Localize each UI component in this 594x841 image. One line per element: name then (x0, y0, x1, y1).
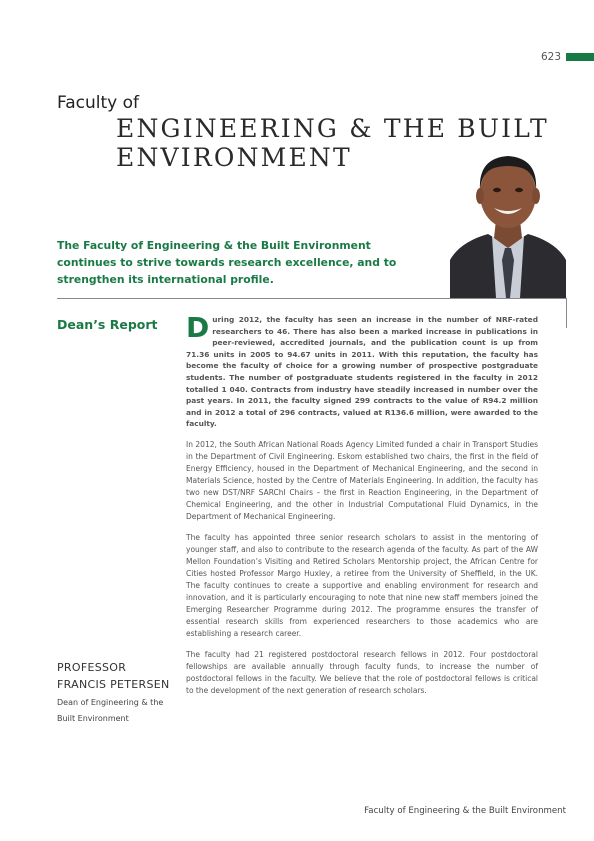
intro-statement: The Faculty of Engineering & the Built Environment continues to strive towards research excellence, and to strengthen its international profile. (57, 239, 397, 286)
dean-title: PROFESSOR (57, 661, 127, 674)
section-divider (57, 298, 566, 299)
body-paragraph: The faculty had 21 registered postdoctoral research fellows in 2012. Four postdoctoral fellowships are available annually through faculty funds, to increase the number of postdoctoral fellows in the faculty. We believe that the role of postdoctoral fellows is critical to the development of the next generation of research scholars. (186, 649, 538, 695)
body-paragraph: The faculty has appointed three senior research scholars to assist in the mentoring of younger staff, and also to contribute to the research agenda of the faculty. As part of the AW Mellon Foundation’s Visiting and Retired Scholars Mentorship project, the African Centre for Cities hosted Professor Margo Huxley, a retiree from the University of Sheffield, in the UK. The faculty continues to create a supportive and enabling environment for research and innovation, and it is particularly encouraging to note that nine new staff members joined the Emerging Researcher Programme during 2012. The programme ensures the transfer of essential research skills from experienced researchers to those academics who are establishing a research career. (186, 532, 538, 638)
page-accent-bar (566, 53, 594, 61)
page-number: 623 (541, 51, 562, 63)
page-footer: Faculty of Engineering & the Built Environment (364, 806, 566, 816)
report-body (186, 311, 538, 706)
body-paragraph: In 2012, the South African National Roads Agency Limited funded a chair in Transport Studies in the Department of Civil Engineering. Eskom established two chairs, the first in the field of Energy Efficiency, housed in the Department of Mechanical Engineering, and the second in Materials Science, hosted by the Centre of Materials Engineering. In addition, the faculty has two new DST/NRF SARChI Chairs – the first in Reaction Engineering, in the Department of Chemical Engineering, and the other in Industrial Computational Fluid Dynamics, in the Department of Mechanical Engineering. (186, 439, 538, 521)
section-divider-vertical (566, 298, 567, 328)
dean-name: FRANCIS PETERSEN (57, 678, 170, 691)
section-heading: Dean’s Report (57, 317, 158, 332)
title-prefix: Faculty of (57, 93, 139, 113)
dean-portrait (450, 150, 566, 298)
drop-cap: D (186, 311, 210, 344)
title-line-2: ENVIRONMENT (116, 143, 352, 172)
dean-role: Dean of Engineering & the Built Environment (57, 698, 164, 723)
lead-text: uring 2012, the faculty has seen an increase in the number of NRF-rated researchers to 46. There has also been a marked increase in publications in peer-reviewed, accredited journals, and the publication count is up from 71.36 units in 2005 to 94.67 units in 2011. With this reputation, the faculty has become the faculty of choice for a growing number of prospective postgraduate students. The number of postgraduate students registered in the faculty in 2012 totalled 1 040. Contracts from industry have steadily increased in number over the past years. In 2011, the faculty signed 299 contracts to the value of R94.2 million and in 2012 a total of 296 contracts, valued at R136.6 million, were awarded to the faculty. (186, 315, 538, 429)
dean-name-block (57, 659, 182, 693)
title-line-1: ENGINEERING & THE BUILT (116, 114, 549, 143)
lead-paragraph (186, 311, 538, 430)
